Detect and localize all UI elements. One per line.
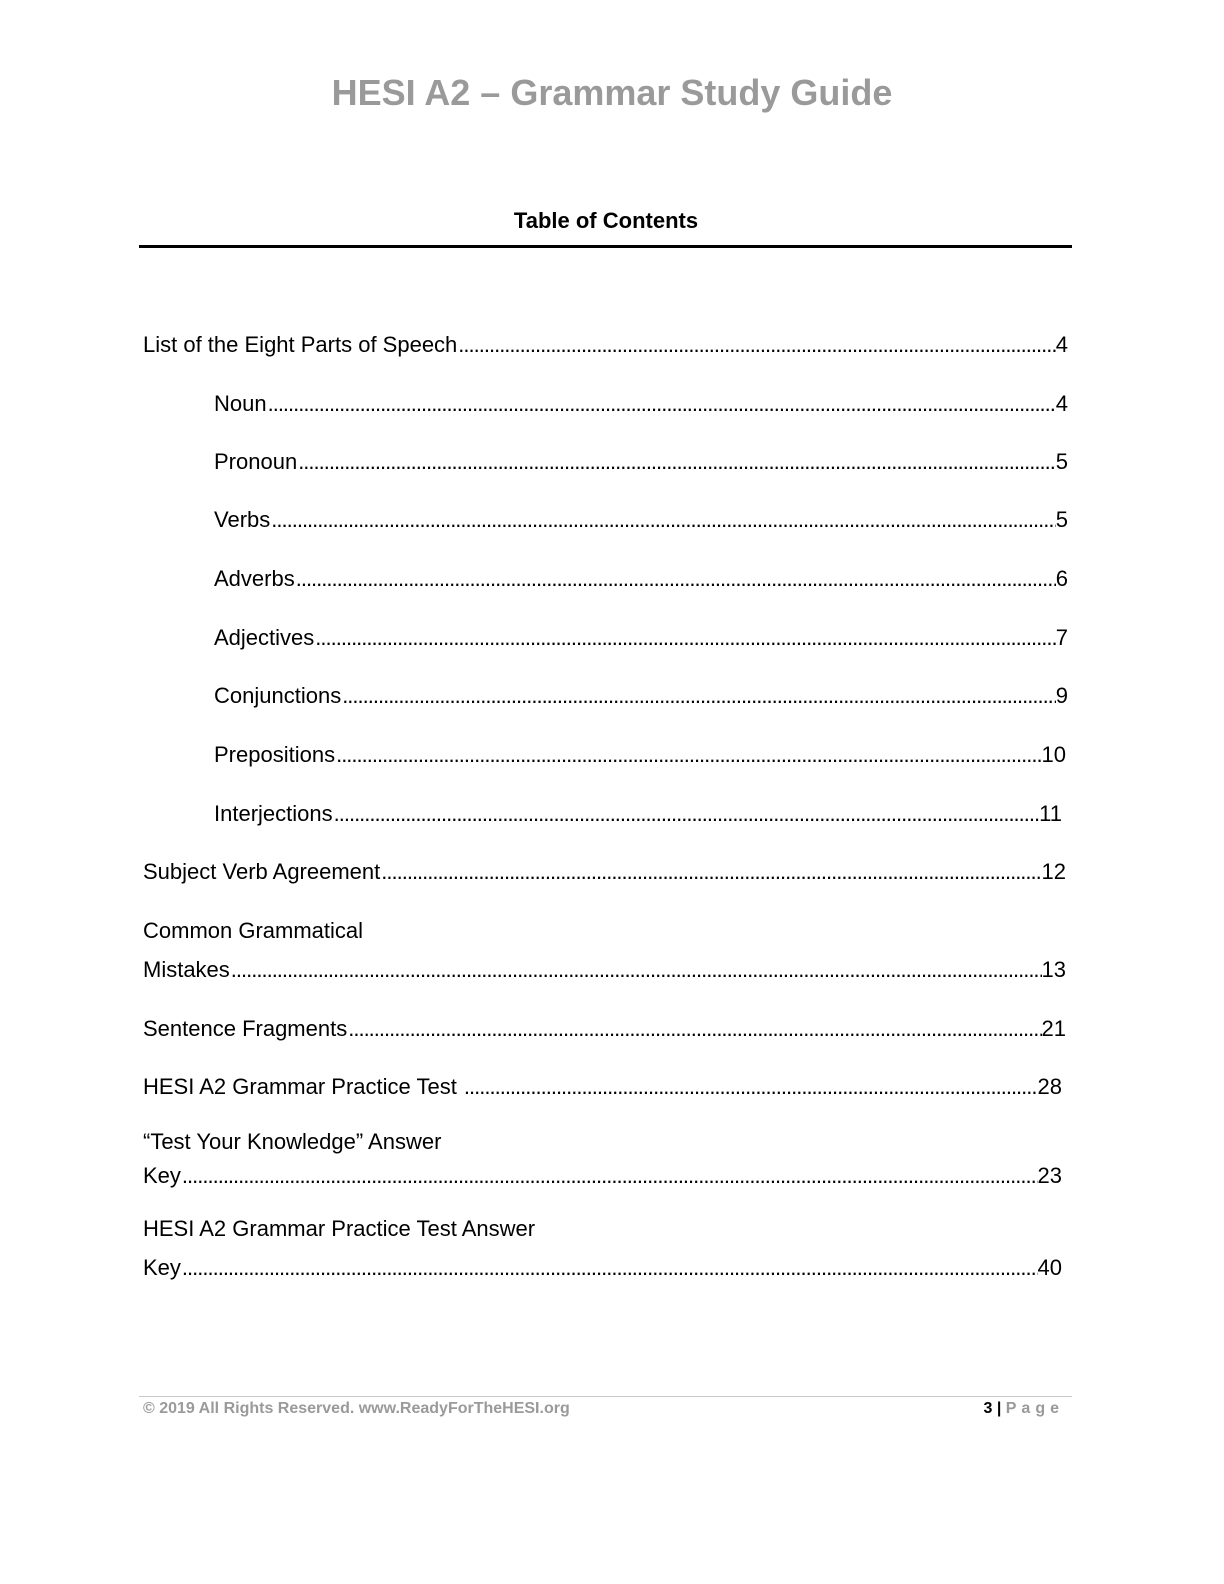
toc-leader-dots	[230, 950, 1042, 989]
toc-entry-label: List of the Eight Parts of Speech	[143, 332, 458, 357]
toc-entry-noun[interactable]	[214, 384, 1068, 423]
toc-leader-dots	[297, 442, 1056, 481]
toc-entry-verbs[interactable]	[214, 500, 1068, 539]
toc-leader-dots	[333, 794, 1040, 833]
toc-entry-page: 10	[1041, 742, 1066, 767]
toc-entry-label-line1: HESI A2 Grammar Practice Test Answer	[143, 1216, 536, 1241]
toc-entry-label: Key	[143, 1163, 181, 1188]
toc-entry-label: Interjections	[214, 801, 333, 826]
toc-entry-test-your-knowledge-key[interactable]	[143, 1156, 1062, 1195]
toc-entry-page: 4	[1055, 332, 1068, 357]
toc-leader-dots	[270, 500, 1055, 539]
toc-entry-label: Mistakes	[143, 957, 230, 982]
toc-leader-dots	[314, 618, 1055, 657]
toc-leader-dots	[463, 1067, 1038, 1106]
footer-page-indicator	[983, 1400, 1064, 1418]
toc-leader-dots	[380, 852, 1041, 891]
toc-entry-label: Key	[143, 1255, 181, 1280]
toc-entry-page: 13	[1041, 957, 1066, 982]
toc-entry-subject-verb-agreement[interactable]	[143, 852, 1066, 891]
toc-entry-label: Conjunctions	[214, 683, 342, 708]
toc-entry-page: 7	[1055, 625, 1068, 650]
toc-entry-conjunctions[interactable]	[214, 676, 1068, 715]
toc-entry-page: 11	[1039, 801, 1062, 826]
footer-copyright: © 2019 All Rights Reserved. www.ReadyForTheHESI.org	[143, 1400, 570, 1417]
toc-entry-page: 12	[1041, 859, 1066, 884]
document-title: HESI A2 – Grammar Study Guide	[331, 72, 893, 113]
toc-entry-label: Prepositions	[214, 742, 336, 767]
toc-entry-page: 23	[1037, 1163, 1062, 1188]
toc-entry-label: HESI A2 Grammar Practice Test	[143, 1074, 463, 1099]
toc-entry-sentence-fragments[interactable]	[143, 1009, 1066, 1048]
toc-entry-pronoun[interactable]	[214, 442, 1068, 481]
toc-entry-label-line1: Common Grammatical	[143, 918, 364, 943]
toc-entry-page: 6	[1055, 566, 1068, 591]
toc-entry-interjections[interactable]	[214, 794, 1062, 833]
toc-entry-page: 40	[1037, 1255, 1062, 1280]
toc-entry-label: Verbs	[214, 507, 271, 532]
toc-entry-common-mistakes[interactable]	[143, 950, 1066, 989]
toc-leader-dots	[341, 676, 1056, 715]
toc-entry-page: 28	[1037, 1074, 1062, 1099]
footer-divider	[139, 1396, 1072, 1397]
toc-entry-page: 5	[1055, 449, 1068, 474]
toc-leader-dots	[335, 735, 1041, 774]
toc-entry-page: 5	[1055, 507, 1068, 532]
toc-entry-label: Sentence Fragments	[143, 1016, 348, 1041]
toc-leader-dots	[457, 325, 1055, 364]
toc-entry-label: Adverbs	[214, 566, 295, 591]
toc-leader-dots	[181, 1248, 1038, 1287]
toc-entry-label: Subject Verb Agreement	[143, 859, 381, 884]
page-number: 3	[983, 1400, 993, 1417]
page-word: Page	[1005, 1400, 1064, 1417]
toc-entry-adjectives[interactable]	[214, 618, 1068, 657]
page-separator: |	[992, 1400, 1006, 1417]
toc-entry-parts-of-speech[interactable]	[143, 325, 1068, 364]
toc-entry-page: 4	[1055, 391, 1068, 416]
toc-leader-dots	[347, 1009, 1041, 1048]
toc-divider	[139, 245, 1072, 248]
toc-entry-page: 21	[1041, 1016, 1066, 1041]
toc-entry-label-line1: “Test Your Knowledge” Answer	[143, 1129, 442, 1154]
toc-leader-dots	[295, 559, 1056, 598]
toc-heading: Table of Contents	[513, 208, 699, 233]
toc-entry-adverbs[interactable]	[214, 559, 1068, 598]
toc-entry-label: Pronoun	[214, 449, 298, 474]
toc-leader-dots	[181, 1156, 1038, 1195]
toc-entry-page: 9	[1055, 683, 1068, 708]
toc-entry-prepositions[interactable]	[214, 735, 1066, 774]
toc-entry-practice-test-key[interactable]	[143, 1248, 1062, 1287]
toc-entry-label: Adjectives	[214, 625, 315, 650]
toc-entry-practice-test[interactable]	[143, 1067, 1062, 1106]
toc-entry-label: Noun	[214, 391, 267, 416]
toc-leader-dots	[267, 384, 1056, 423]
